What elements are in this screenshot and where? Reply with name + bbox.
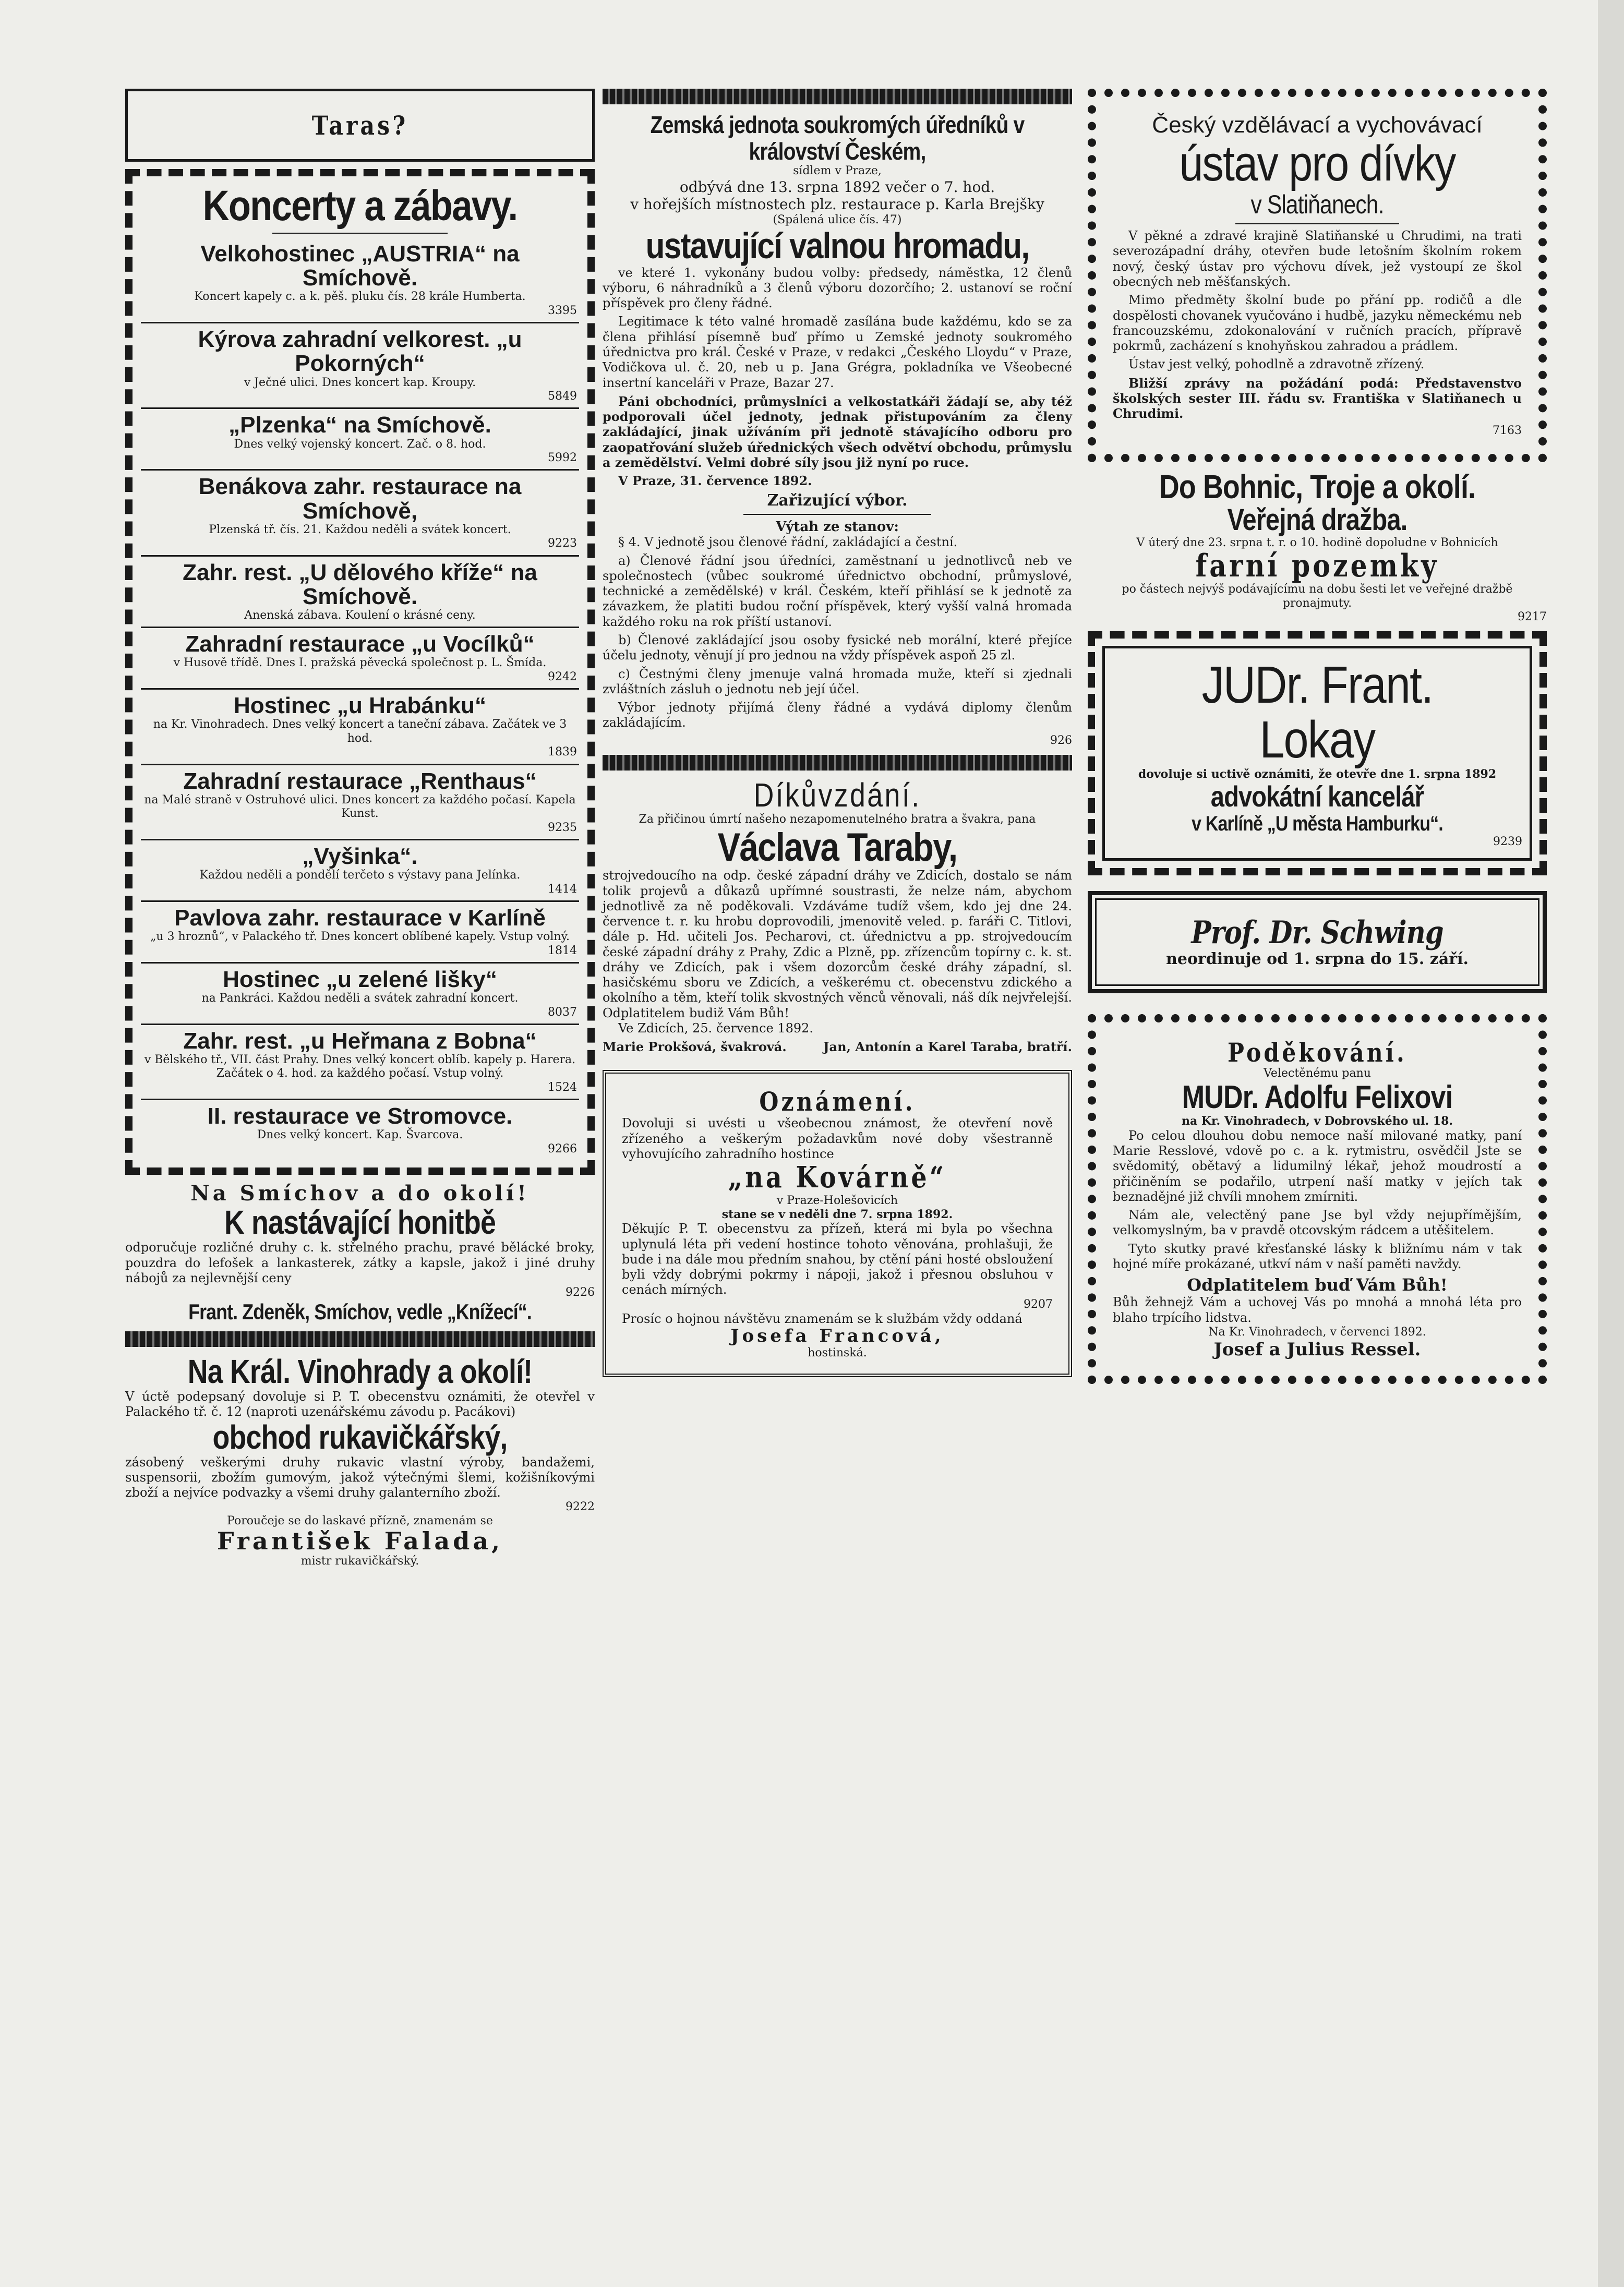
gloves-text: zásobený veškerými druhy rukavic vlastní výroby, bandažemi, suspensorii, zbožím gumovým, jakož výtečnými šlemi, kožišníkovými zboží a nejvíce podvazky a všemi druhy galanterního zboží. [125,1454,595,1500]
concert-entry-text: na Malé straně v Ostruhové ulici. Dnes koncert za každého počasí. Kapela Kunst. [144,793,576,821]
gloves-appeal: Poroučeje se do laskavé přízně, znamenám se [227,1514,493,1527]
notice-ad [603,1070,1072,1377]
auction-title: Veřejná dražba. [1227,502,1408,537]
concert-entry-num-row [143,304,577,318]
notice-venue: „na Kovárně“ [728,1160,947,1195]
concert-entry-num-row [143,537,577,550]
thanks-dateline: Ve Zdicích, 25. července 1892. [618,1020,814,1036]
union-ad [603,112,1072,748]
concert-entry-num-row [143,390,577,403]
union-seat: sídlem v Praze, [793,164,882,178]
union-ext-p2: a) Členové řádní jsou úředníci, zaměstnaní u jednotlivců neb ve společnostech (vůbec soukromé úřednictvo obchodní, průmyslové, technické a zemědělské) v král. Českém, kteří přihlásí se k jednotě za závazkem, že platiti budou roční příspěvek, který vyšší valná hromada každého roku na rok příští ustanoví. [603,553,1072,629]
column-right [1088,89,1547,1391]
concert-entry-num: 3395 [548,304,577,317]
concert-entry [141,628,579,690]
lawyer-ad [1088,631,1547,875]
divider [1235,223,1399,224]
concert-entry [141,409,579,471]
concert-entry [141,840,579,902]
concert-entry [141,1100,579,1160]
thanks2-p3: Tyto skutky pravé křesťanské lásky k bližnímu nám v tak hojné míře prokázané, utkví nám v naší paměti navždy. [1113,1241,1522,1271]
school-num-row [1113,424,1522,438]
union-headline: ustavující valnou hromadu, [645,225,1029,267]
concert-entry-name: II. restaurace ve Stromovce. [207,1103,513,1129]
gloves-num-row [125,1500,595,1514]
column-left [125,89,595,1575]
concert-entry [141,1025,579,1100]
thanks-signers-right: Jan, Antonín a Karel Tarabа, bratří. [823,1039,1072,1055]
concert-entry-name: Zahradní restaurace „Renthaus“ [183,768,537,794]
auction-text1: V úterý dne 23. srpna t. r. o 10. hodině dopoludne v Bohnicích [1136,536,1498,549]
thanks-text: strojvedoucího na odp. české západní dráhy ve Zdicích, dostalo se nám tolik projevů a důkazů upřímné soustrasti, že nelze nám, abychom jednotlivě za ně poděkovali. Vzdáváme tudíž všem, kdo jej dne 24. července t. r. ku hrobu doprovodili, jmenovitě veled. p. faráři C. Titlovi, dále p. Hd. učiteli Jos. Pecharovi, ct. úřednictvu a pp. strojvedoucím české západní dráhy z Prahy, Zdic a Plzně, pp. zřízencům topírny c. k. st. dráhy ve Zdicích, pak i všem dozorcům české dráhy západní, sl. hasičskému sboru ve Zdicích, a veškerému ct. obecenstvu zdického a okolního a těm, kteří tolik skvostných věnců věnovali, náš dík nejvřelejší. Odplatitelem budiž Vám Bůh! [603,868,1072,1020]
school-p2: Mimo předměty školní bude po přání pp. rodičů a dle dospělosti chovanek vyučováno i hudbě, jazyku německému neb francouzskému, zdokonalování v ručních pracích, přípravě pokrmů, zacházení s knohyňskou zahradou a prádlem. [1113,293,1522,354]
concert-entry-name: Hostinec „u Hrabánku“ [233,693,487,719]
concert-entry-text: Každou neděli a pondělí terčeto s výstavy pana Jelínka. [199,869,521,882]
concert-entry-num-row [143,451,577,465]
auction-text2: po částech nejvýš podávajícímu na dobu šesti let ve veřejné dražbě pronajmuty. [1122,583,1513,610]
lawyer-text: dovoluje si uctivě oznámiti, že otevře dne 1. srpna 1892 [1138,767,1497,781]
divider [743,514,931,515]
hunt-sign: Frant. Zdeněk, Smíchov, vedle „Knížecí“. [188,1299,532,1324]
school-body [1113,228,1522,421]
union-title: Zemská jednota soukromých úředníků v království Českém, [650,111,1025,165]
thanks2-pre: Velectěnému panu [1264,1066,1371,1080]
thanks2-p4: Odplatitelem buď Vám Bůh! [1187,1275,1448,1295]
thanks2-p2: Nám ale, velectěný pane Jse byl vždy nejupřímějším, velkomyslným, ba v pravdě otcovským rádcem a utěšitelem. [1113,1208,1522,1238]
union-p1: ve které 1. vykonány budou volby: předsedy, náměstka, 12 členů výboru, 6 náhradníků a 3 členů výboru dozorčího; 2. ustanoví se roční příspěvek pro členy řádné. [603,265,1072,311]
lawyer-where: v Karlíně „U města Hamburku“. [1192,812,1443,835]
auction-num-row [1088,610,1547,624]
thanks2-body [1113,1128,1522,1272]
concert-entry-num-row [143,821,577,835]
concert-entry-name: Kýrova zahradní velkorest. „u Pokorných“ [198,327,522,377]
gloves-role: mistr rukavičkářský. [300,1554,419,1568]
concert-entry [141,902,579,964]
prof-name: Prof. Dr. Schwing [1191,914,1443,951]
union-where: v hořejších místnostech plz. restaurace p. Karla Brejšky [630,196,1044,213]
concert-entry [141,557,579,629]
union-ext-p1: § 4. V jednotě jsou členové řádní, zakládající a čestní. [618,535,958,550]
union-ext-p3: b) Členové zakládající jsou osoby fysické neb morální, které přejíce účelu jednoty, věnují jí pro jednou na vždy příspěvek aspoň 25 zl. [603,632,1072,663]
auction-num: 9217 [1518,610,1547,624]
school-num: 7163 [1493,424,1522,438]
concert-entry-name: Pavlova zahr. restaurace v Karlíně [174,905,546,931]
hunt-ad [125,1182,595,1324]
concert-entry-text: „u 3 hroznů“, v Palackého tř. Dnes koncert oblíbené kapely. Vstup volný. [150,930,570,944]
notice-p1: Dovoluji si uvésti u všeobecnou známost, že otevření nově zřízeného a veškerým požadavkům nové doby všestranně vyhovujícího zahradního hostince [622,1116,1053,1161]
lawyer-num-row [1112,835,1522,849]
concerts-title: Koncerty a zábavy. [202,182,518,230]
concert-entry-text: v Ječné ulici. Dnes koncert kap. Kroupy. [244,376,476,389]
auction-ad [1088,467,1547,624]
concert-entry-text: Plzenská tř. čís. 21. Každou neděli a svátek koncert. [209,523,511,536]
gloves-title: obchod rukavičkářský, [212,1418,508,1456]
concert-entry-num: 1839 [548,745,577,759]
thanks-name: Václava Taraby, [717,825,957,870]
prof-ad [1088,891,1547,993]
concert-entry-num-row [143,1081,577,1094]
notice-date: stane se v neděli dne 7. srpna 1892. [721,1208,953,1222]
concert-entry-name: „Vyšinka“. [302,843,418,869]
gloves-num: 9222 [566,1500,595,1514]
concert-entry-num: 9242 [548,670,577,683]
ornament-bar [603,89,1072,104]
hunt-text: odporučuje rozličné druhy c. k. střelného prachu, pravé bělácké broky, pouzdra do lefošek a lankasterek, zátky a kapsle, jakož i jiné druhy nábojů za nejlevnější ceny [125,1240,595,1285]
gloves-kicker: Na Král. Vinohrady a okolí! [187,1352,533,1390]
hunt-kicker: Na Smíchov a do okolí! [190,1181,530,1206]
concert-entry-text: v Bělského tř., VII. část Prahy. Dnes velký koncert oblíb. kapely p. Harera. Začátek o 4. hod. za každého počasí. Vstup volný. [144,1053,576,1080]
union-ext-p5: Výbor jednoty přijímá členy řádné a vydává diplomy členům zakládajícím. [603,700,1072,730]
concert-entry-num: 9266 [548,1142,577,1155]
concert-entry-num: 9235 [548,821,577,834]
ornament-bar [603,755,1072,771]
concert-entry-text: Dnes velký koncert. Kap. Švarcova. [257,1128,463,1142]
prof-text: neordinuje od 1. srpna do 15. září. [1166,949,1469,968]
concert-entry-num-row [143,670,577,684]
notice-title: Oznámení. [759,1086,916,1117]
thanks-ad [603,778,1072,1054]
concert-entry-num: 9223 [548,537,577,550]
prof-inner [1095,898,1539,986]
concert-entry-name: „Plzenka“ na Smíchově. [228,412,491,438]
school-title: ústav pro dívky [1179,136,1455,192]
union-signer: Zařizující výbor. [767,491,908,510]
concerts-box [125,169,595,1175]
thanks2-dateline: Na Kr. Vinohradech, v červenci 1892. [1208,1325,1426,1339]
school-pre: Český vzdělávací a vychovávací [1152,112,1483,138]
thanks-title: Díkůvzdání. [753,776,921,814]
school-p3: Ústav jest velký, pohodlně a zdravotně zřízený. [1128,357,1425,372]
concert-entry-num-row [143,1006,577,1019]
school-ad [1088,89,1547,462]
taras-title: Taras? [311,110,408,141]
notice-role: hostinská. [808,1346,867,1359]
concert-entry-num: 5849 [548,390,577,403]
notice-num-row [622,1298,1053,1311]
thanks2-p5: Bůh žehnejž Vám a uchovej Vás po mnohá a mnohá léta pro blaho trpícího lidstva. [1113,1295,1522,1325]
school-place: v Slatiňanech. [1250,190,1384,220]
hunt-title: K nastávající honitbě [224,1203,496,1242]
lawyer-inner [1102,646,1532,861]
union-p2: Legitimace k této valné hromadě zasílána bude každému, kdo se za člena přihlásí písemně buď přímo u Zemské jednoty soukromého úřednictva pro král. České v Praze, v redakci „Českého Lloydu“ v Praze, Vodičkova ul. č. 20, neb u p. Jana Grégra, pokladníka ve Všeobecné insertní kanceláři v Praze, Bazar 27. [603,314,1072,390]
thanks2-ad [1088,1014,1547,1384]
thanks-intro: Za přičinou úmrtí našeho nezapomenutelného bratra a švakra, pana [639,813,1036,826]
concert-entry-text: Koncert kapely c. a k. pěš. pluku čís. 28 krále Humberta. [194,290,526,304]
concert-entry-num: 1414 [548,882,577,896]
thanks-signers-left: Marie Prokšová, švakrová. [603,1039,787,1055]
concert-entry [141,323,579,409]
concert-entry-name: Zahr. rest. „U dělového kříže“ na Smíchově. [183,559,537,609]
concert-entry [141,471,579,556]
concert-entry-num: 1524 [548,1080,577,1094]
thanks2-p1: Po celou dlouhou dobu nemoce naší milované matky, paní Marie Resslové, vdově po c. a k. rytmistru, osvědčil Jste se svědomitý, obětavý a lidumilný lékař, jehož moudrostí a přičiněním se podařilo, utrpení naší matky v jejích tak beznadějné již chvíli mnohem zmírniti. [1113,1128,1522,1204]
gloves-name: František Falada, [216,1527,503,1556]
union-p3: Páni obchodníci, průmyslníci a velkostatkáři žádají se, aby též podporovali účel jednoty, jednak přistupováním za členy zakládající, jinak užíváním při jednotě stávajícího odboru pro zaopatřování služeb úřednických všech odvětví obchodu, průmyslu a zemědělství. Velmi dobré síly jsou již nyní po ruce. [603,393,1072,470]
concert-entry-num: 5992 [548,451,577,464]
concert-entry [141,238,579,323]
gloves-intro: V úctě podepsaný dovoluje si P. T. obecenstvu oznámiti, že otevřel v Palackého tř. č. 12 (naproti uzenářskému závodu p. Pacákovi) [125,1389,595,1419]
notice-p3: Prosíc o hojnou návštěvu znamenám se k službám vždy oddaná [622,1311,1022,1327]
auction-head: Do Bohnic, Troje a okolí. [1159,467,1476,505]
lawyer-office: advokátní kancelář [1210,779,1424,813]
taras-ad [125,89,595,162]
concert-entry-name: Velkohostinec „AUSTRIA“ na Smíchově. [200,241,520,291]
concert-entry-text: na Kr. Vinohradech. Dnes velký koncert a taneční zábava. Začátek ve 3 hod. [153,718,567,745]
ornament-bar [125,1331,595,1347]
page-edge [1598,0,1624,2287]
divider [272,233,448,234]
lawyer-num: 9239 [1493,835,1522,848]
school-p1: V pěkné a zdravé krajině Slatiňanské u Chrudimi, na trati severozápadní dráhy, otevřen bude letošním školním rokem nový, český ústav pro výchovu dívek, jež vystoupí ze škol obecných neb měšťanských. [1113,228,1522,289]
concert-entry-num: 8037 [548,1005,577,1019]
notice-num: 9207 [1024,1297,1053,1311]
concert-entry-num-row [143,1142,577,1156]
concert-entry-name: Benákova zahr. restaurace na Smíchově, [198,474,522,524]
concert-entry [141,964,579,1025]
concert-entry-num-row [143,944,577,958]
gloves-ad [125,1354,595,1568]
notice-name: Josefa Francová, [730,1326,944,1347]
concert-entry-num: 1814 [548,944,577,957]
notice-p2: Děkujíc P. T. obecenstvu za přízeň, která mi byla po všechna uplynulá léta při vedení hostince tohoto věnována, prohlašuji, že bude i na dále mou předním snahou, by ctění páni hosté obsloužení byli vždy dobrými pokrmy i nápoji, jakož i přesnou obsluhou v cenách mírných. [622,1221,1053,1297]
auction-big: farní pozemky [1195,548,1439,585]
thanks2-addr: na Kr. Vinohradech, v Dobrovského ul. 18. [1181,1114,1453,1128]
concert-entry [141,765,579,840]
thanks2-signers: Josef a Julius Ressel. [1213,1339,1421,1361]
concert-entry-name: Zahr. rest. „u Heřmana z Bobna“ [183,1028,537,1054]
concert-entry [141,690,579,765]
concert-entry-num-row [143,883,577,896]
union-num: 926 [1050,733,1072,747]
union-extract [603,535,1072,730]
concert-entry-num-row [143,745,577,759]
hunt-num: 9226 [566,1286,595,1299]
concert-entry-text: na Pankráci. Každou neděli a svátek zahradní koncert. [201,992,519,1005]
hunt-num-row [125,1286,595,1299]
concert-entry-text: v Husově třídě. Dnes I. pražská pěvecká společnost p. L. Šmída. [173,656,547,670]
school-p4: Bližší zprávy na požádání podá: Představenstvo školských sester III. řádu sv. Františka v Slatiňanech u Chrudimi. [1113,375,1522,422]
union-when: odbývá dne 13. srpna 1892 večer o 7. hod. [679,178,995,196]
concert-entry-name: Zahradní restaurace „u Vocílků“ [185,631,535,657]
union-dateline: V Praze, 31. července 1892. [618,473,812,489]
concert-entry-text: Dnes velký vojenský koncert. Zač. o 8. hod. [234,437,486,451]
union-street: (Spálená ulice čís. 47) [773,213,902,226]
union-ext-p4: c) Čestnými členy jmenuje valná hromada muže, kteří si zjednali zvláštních zásluh o jednotu neb její účel. [603,666,1072,696]
union-body [603,266,1072,489]
lawyer-name: JUDr. Frant. Lokay [1201,656,1433,769]
column-middle [603,89,1072,1385]
concert-entry-text: Anenská zábava. Koulení o krásné ceny. [244,608,476,622]
concert-list [141,238,579,1160]
union-ext-title: Výtah ze stanov: [776,519,899,535]
union-num-row [603,734,1072,748]
concert-entry-name: Hostinec „u zelené lišky“ [223,966,497,992]
thanks2-title: Poděkování. [1228,1037,1407,1068]
thanks2-name: MUDr. Adolfu Felixovi [1182,1079,1453,1116]
thanks-signers [603,1039,1072,1054]
notice-place: v Praze-Holešovicích [776,1194,898,1207]
